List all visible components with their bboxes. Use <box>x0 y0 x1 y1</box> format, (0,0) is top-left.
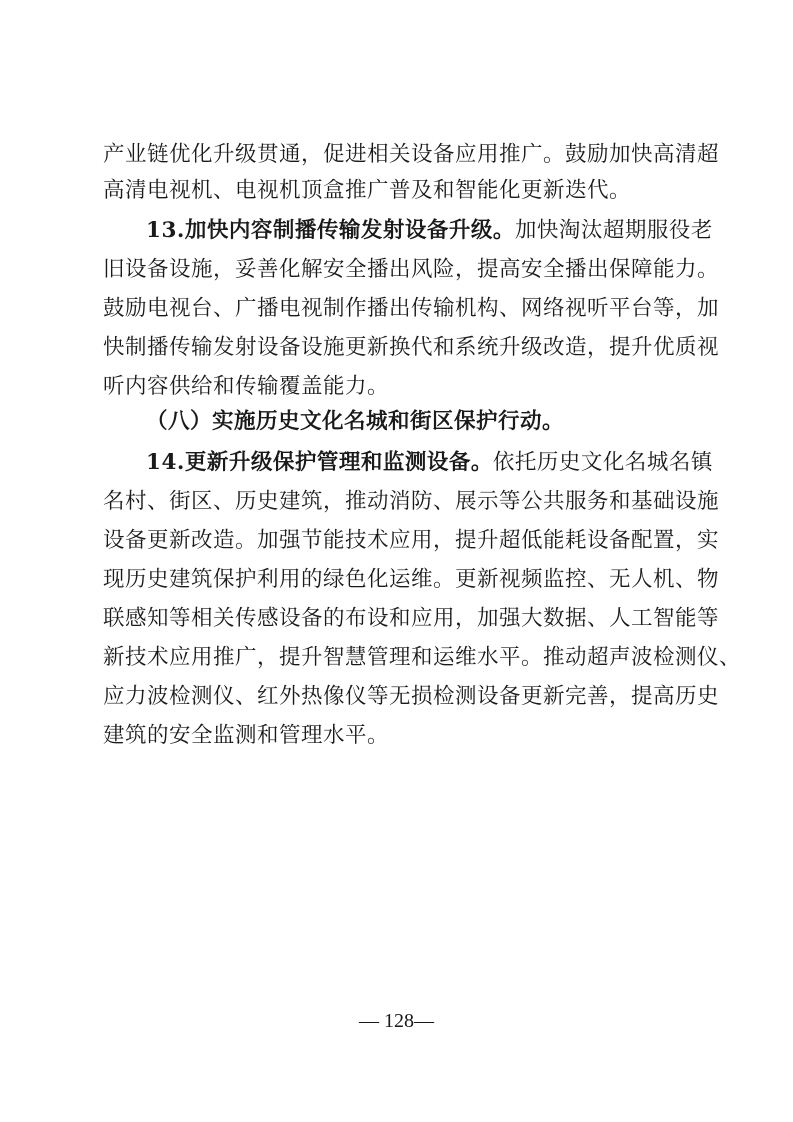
page-number: — 128— <box>359 1010 434 1032</box>
paragraph-line: 鼓励电视台、广播电视制作播出传输机构、网络视听平台等，加 <box>103 296 720 321</box>
paragraph-line: 高清电视机、电视机顶盒推广普及和智能化更新迭代。 <box>103 178 632 203</box>
paragraph-line: 旧设备设施，妥善化解安全播出风险，提高安全播出保障能力。 <box>103 257 720 282</box>
paragraph-line: 产业链优化升级贯通，促进相关设备应用推广。鼓励加快高清超 <box>103 142 720 167</box>
paragraph-line: 联感知等相关传感设备的布设和应用，加强大数据、人工智能等 <box>103 606 720 631</box>
item-13-text: 加快淘汰超期服役老 <box>514 218 713 243</box>
item-14-text: 依托历史文化名城名镇 <box>492 450 713 475</box>
paragraph-line: 应力波检测仪、红外热像仪等无损检测设备更新完善，提高历史 <box>103 684 720 709</box>
paragraph-line: 现历史建筑保护利用的绿色化运维。更新视频监控、无人机、物 <box>103 567 720 592</box>
item-13-title: 13.加快内容制播传输发射设备升级。 <box>146 218 515 243</box>
item-14-first-line <box>146 448 713 478</box>
paragraph-line: 名村、街区、历史建筑，推动消防、展示等公共服务和基础设施 <box>103 489 720 514</box>
paragraph-line: 快制播传输发射设备设施更新换代和系统升级改造，提升优质视 <box>103 335 720 360</box>
paragraph-line: 设备更新改造。加强节能技术应用，提升超低能耗设备配置，实 <box>103 528 720 553</box>
section-heading: （八）实施历史文化名城和街区保护行动。 <box>146 409 565 434</box>
item-14-title: 14.更新升级保护管理和监测设备。 <box>146 450 493 475</box>
paragraph-line: 听内容供给和传输覆盖能力。 <box>103 374 390 399</box>
item-13-first-line <box>146 216 713 246</box>
paragraph-line: 新技术应用推广，提升智慧管理和运维水平。推动超声波检测仪、 <box>103 645 742 670</box>
paragraph-line: 建筑的安全监测和管理水平。 <box>103 723 390 748</box>
